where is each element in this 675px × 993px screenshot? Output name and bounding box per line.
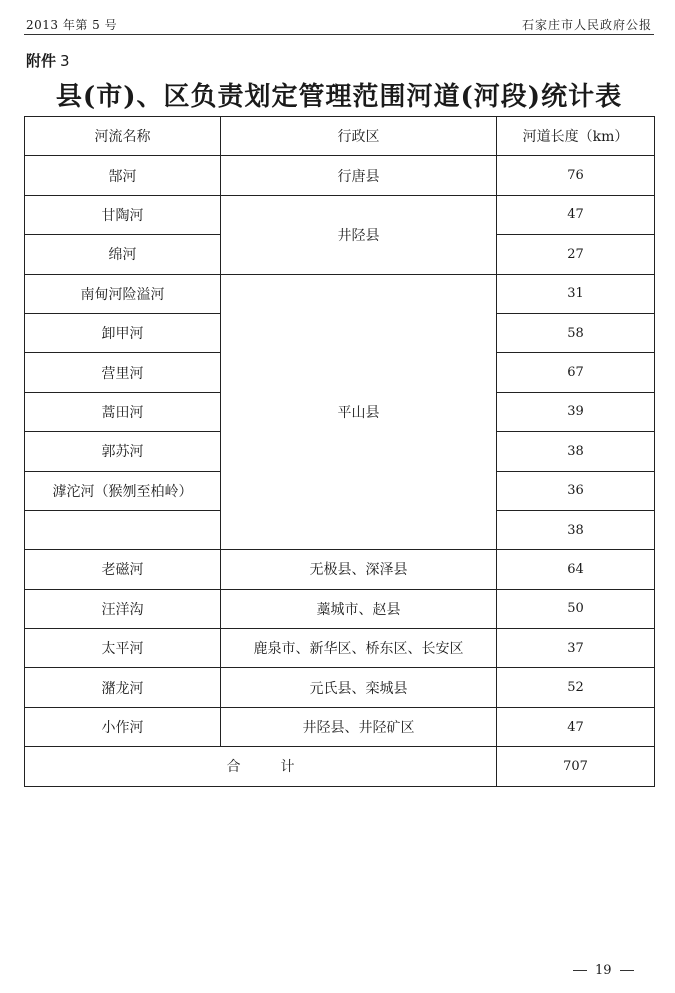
length-cell: 38 — [497, 432, 655, 471]
length-cell: 27 — [497, 235, 655, 274]
length-cell: 52 — [497, 668, 655, 707]
district-cell: 鹿泉市、新华区、桥东区、长安区 — [221, 629, 497, 668]
length-cell: 58 — [497, 313, 655, 352]
river-name-cell: 郭苏河 — [25, 432, 221, 471]
attachment-text: 附件 — [26, 52, 57, 70]
table-row — [25, 550, 655, 589]
total-row — [25, 747, 655, 786]
length-cell: 38 — [497, 510, 655, 549]
district-cell: 井陉县、井陉矿区 — [221, 707, 497, 746]
table-row — [25, 668, 655, 707]
river-name-cell: 老磁河 — [25, 550, 221, 589]
length-cell: 76 — [497, 156, 655, 195]
table-row — [25, 707, 655, 746]
table-row — [25, 195, 655, 234]
river-name-cell: 甘陶河 — [25, 195, 221, 234]
table-row — [25, 274, 655, 313]
river-name-cell: 南甸河险溢河 — [25, 274, 221, 313]
page-number: 19 — [595, 963, 612, 978]
issue-number: 2013 年第 5 号 — [26, 18, 118, 32]
river-name-cell: 蒿田河 — [25, 392, 221, 431]
table-row — [25, 629, 655, 668]
total-label — [25, 747, 497, 786]
total-label-first: 合 — [226, 759, 241, 776]
attachment-label — [26, 50, 70, 71]
length-cell: 64 — [497, 550, 655, 589]
river-name-cell: 卸甲河 — [25, 313, 221, 352]
column-header-river: 河流名称 — [25, 117, 221, 156]
page-footer — [565, 963, 642, 978]
total-label-second: 计 — [280, 759, 295, 776]
length-cell: 37 — [497, 629, 655, 668]
length-cell: 50 — [497, 589, 655, 628]
length-cell: 39 — [497, 392, 655, 431]
district-cell: 行唐县 — [221, 156, 497, 195]
length-cell: 67 — [497, 353, 655, 392]
river-statistics-table — [24, 116, 655, 787]
length-cell: 36 — [497, 471, 655, 510]
length-cell: 31 — [497, 274, 655, 313]
column-header-district: 行政区 — [221, 117, 497, 156]
column-header-length: 河道长度（km） — [497, 117, 655, 156]
table-header-row — [25, 117, 655, 156]
district-cell: 平山县 — [221, 274, 497, 550]
river-name-cell — [25, 510, 221, 549]
river-name-cell: 潴龙河 — [25, 668, 221, 707]
length-cell: 47 — [497, 195, 655, 234]
district-cell: 井陉县 — [221, 195, 497, 274]
district-cell: 无极县、深泽县 — [221, 550, 497, 589]
publication-name: 石家庄市人民政府公报 — [521, 18, 652, 32]
length-cell: 47 — [497, 707, 655, 746]
district-cell: 藁城市、赵县 — [221, 589, 497, 628]
attachment-number: 3 — [60, 52, 70, 70]
river-name-cell: 郜河 — [25, 156, 221, 195]
footer-dash-right — [620, 970, 634, 971]
river-name-cell: 小作河 — [25, 707, 221, 746]
table-title: 县(市)、区负责划定管理范围河道(河段)统计表 — [55, 82, 623, 112]
footer-dash-left — [573, 970, 587, 971]
running-header — [24, 14, 654, 35]
river-name-cell: 太平河 — [25, 629, 221, 668]
river-name-cell: 绵河 — [25, 235, 221, 274]
river-name-cell: 滹沱河（猴刎至柏岭） — [25, 471, 221, 510]
river-name-cell: 营里河 — [25, 353, 221, 392]
table-row — [25, 589, 655, 628]
table-row — [25, 156, 655, 195]
total-length-cell: 707 — [497, 747, 655, 786]
district-cell: 元氏县、栾城县 — [221, 668, 497, 707]
river-name-cell: 汪洋沟 — [25, 589, 221, 628]
